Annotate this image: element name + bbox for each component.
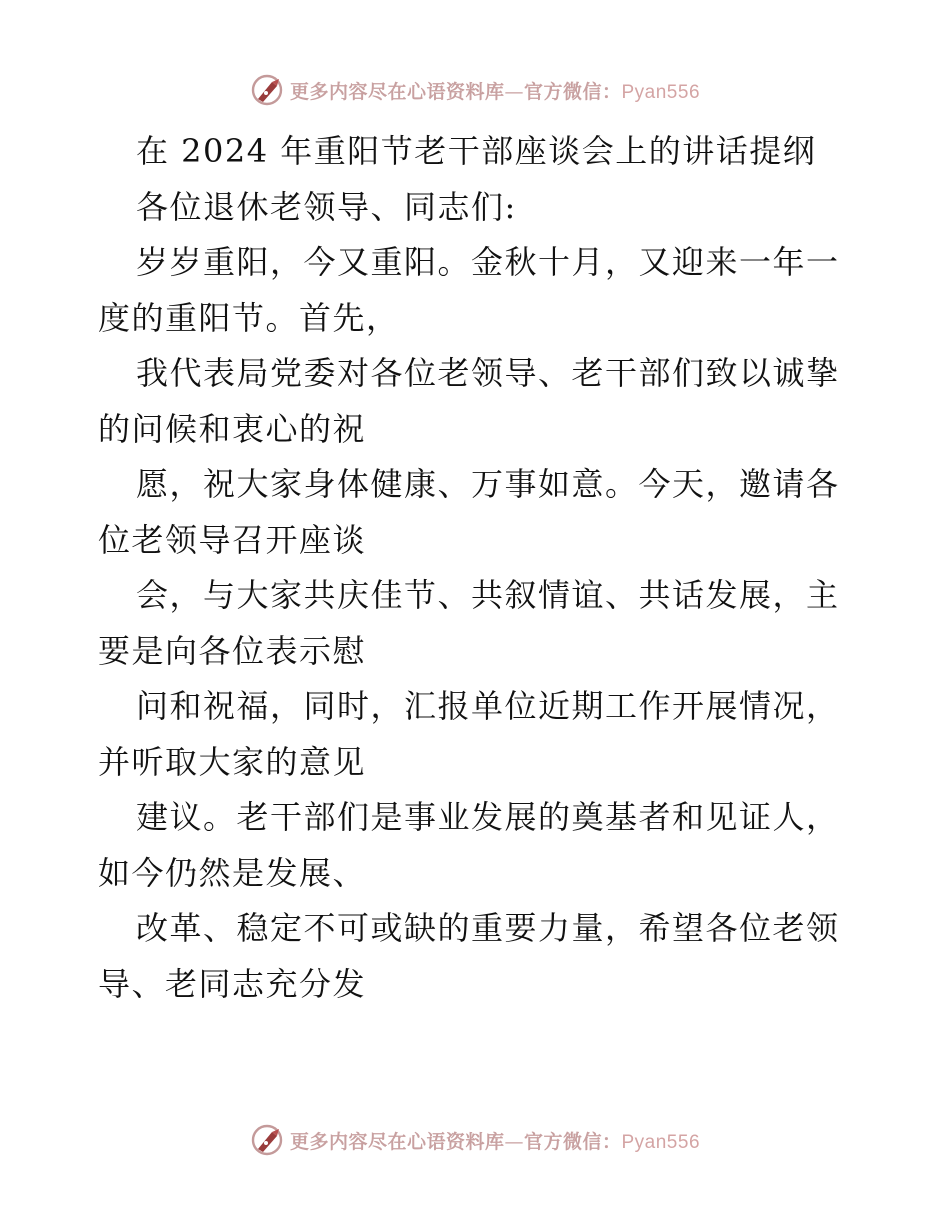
document-body bbox=[98, 124, 858, 1012]
body-line: 岁岁重阳，今又重阳。金秋十月，又迎来一年一 bbox=[136, 243, 840, 281]
body-line: 的问候和衷心的祝 bbox=[98, 409, 367, 448]
watermark-brand: 更多内容尽在心语资料库 bbox=[289, 1130, 505, 1153]
body-line: 改革、稳定不可或缺的重要力量，希望各位老领 bbox=[136, 909, 840, 947]
body-line: 导、老同志充分发 bbox=[98, 964, 367, 1003]
watermark-wechat-label: 官方微信： bbox=[523, 1130, 622, 1153]
watermark-brand: 更多内容尽在心语资料库 bbox=[289, 80, 505, 103]
header-watermark bbox=[0, 70, 950, 110]
body-line: 会，与大家共庆佳节、共叙情谊、共话发展，主 bbox=[136, 576, 840, 614]
watermark-text bbox=[290, 77, 700, 104]
document-title: 在 2024 年重阳节老干部座谈会上的讲话提纲 bbox=[136, 132, 817, 170]
watermark-text bbox=[290, 1127, 700, 1154]
body-line: 愿，祝大家身体健康、万事如意。今天，邀请各 bbox=[136, 465, 840, 503]
body-line: 位老领导召开座谈 bbox=[98, 520, 367, 559]
body-line: 建议。老干部们是事业发展的奠基者和见证人， bbox=[136, 798, 840, 836]
body-line: 如今仍然是发展、 bbox=[98, 853, 367, 892]
footer-watermark bbox=[0, 1120, 950, 1160]
body-line: 我代表局党委对各位老领导、老干部们致以诚挚 bbox=[136, 354, 840, 392]
pen-nib-logo-icon bbox=[250, 1123, 284, 1157]
body-line: 并听取大家的意见 bbox=[98, 742, 367, 781]
pen-nib-logo-icon bbox=[250, 73, 284, 107]
watermark-wechat-id: Pyan556 bbox=[621, 81, 701, 103]
salutation: 各位退休老领导、同志们: bbox=[136, 187, 517, 226]
body-line: 要是向各位表示慰 bbox=[98, 631, 367, 670]
watermark-separator: — bbox=[504, 80, 524, 103]
watermark-wechat-id: Pyan556 bbox=[621, 1131, 701, 1153]
body-line: 度的重阳节。首先， bbox=[98, 298, 400, 337]
watermark-wechat-label: 官方微信： bbox=[523, 80, 622, 103]
watermark-separator: — bbox=[504, 1130, 524, 1153]
body-line: 问和祝福，同时，汇报单位近期工作开展情况， bbox=[136, 687, 840, 725]
